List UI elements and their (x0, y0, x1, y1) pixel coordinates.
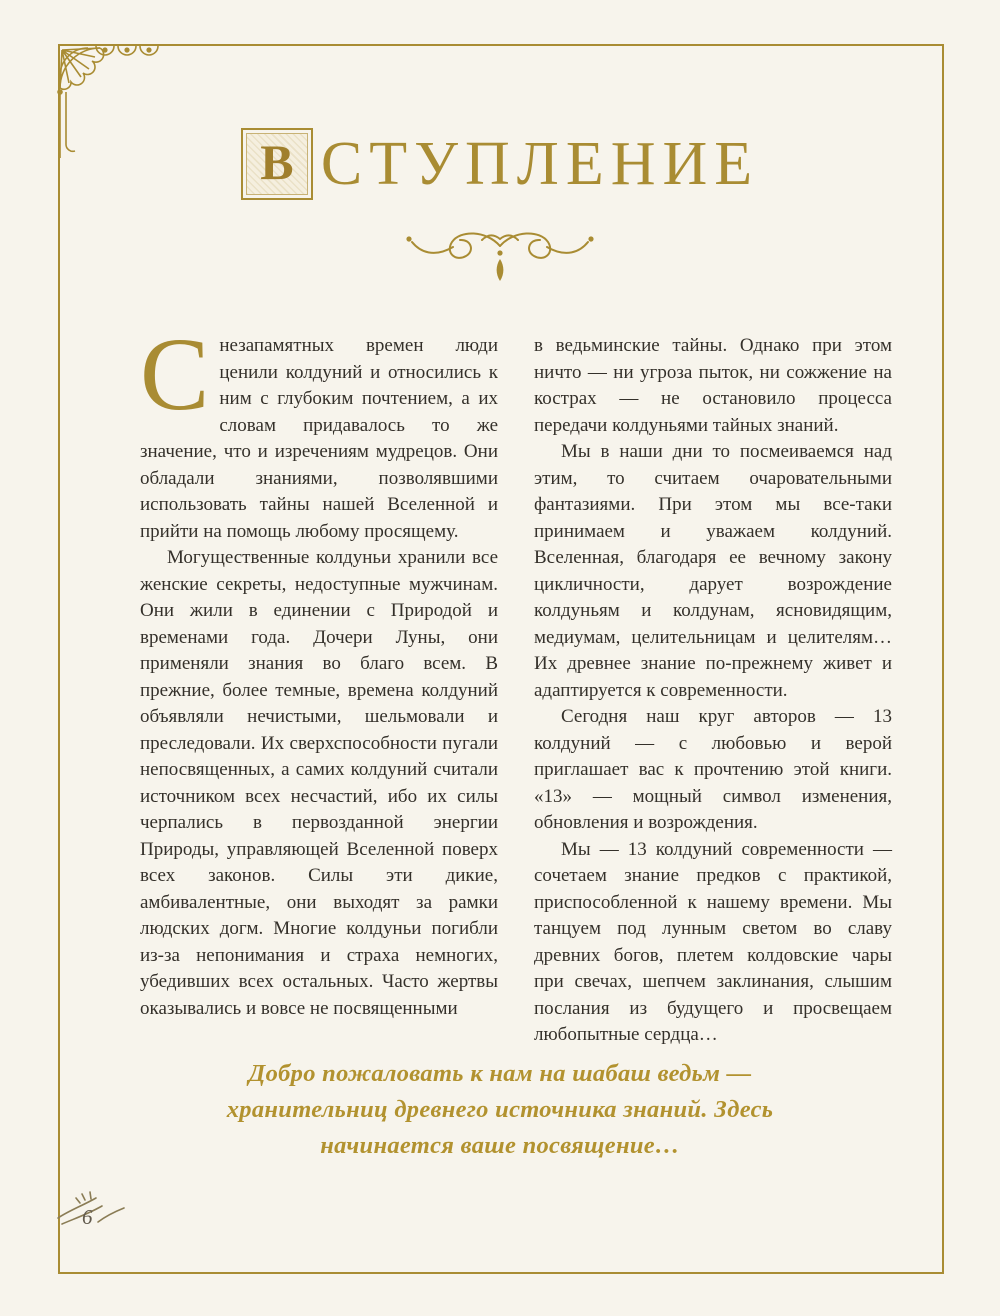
flourish-icon (390, 226, 610, 284)
paragraph: Мы в наши дни то посмеиваемся над этим, то считаем очаровательными фантазиями. При этом мы все-таки принимаем и уважаем колдуний. Вселенная, благодаря ее вечному закону цикличности, дарует возрождение колдуньям и колдунам, ясновидящим, медиумам, целительницам и целителям… Их древнее знание по-прежнему живет и адаптируется к современности. (534, 441, 892, 701)
left-column (140, 317, 498, 1049)
divider-flourish (0, 226, 1000, 284)
paragraph-text: незапамятных времен люди ценили колдуний и относились к ним с глубоким почтением, а их словам придавалось то же значение, что и изречениям мудрецов. Они обладали знаниями, позволявшими использовать тайны нашей Вселенной и прийти на помощь любому просящему. (140, 335, 498, 542)
title-initial-box (241, 128, 313, 200)
drop-cap: С (140, 317, 210, 432)
chapter-title (0, 128, 1000, 200)
paragraph (140, 317, 498, 545)
closing-line: Добро пожаловать к нам на шабаш ведьм — (248, 1060, 752, 1087)
closing-line: начинается ваше посвящение… (320, 1132, 680, 1159)
title-text: СТУПЛЕНИЕ (320, 130, 760, 198)
paragraph: в ведьминские тайны. Однако при этом ничто — ни угроза пыток, ни сожжение на кострах — не остановило процесса передачи колдуньями тайных знаний. (534, 335, 892, 436)
closing-quote (0, 1056, 1000, 1164)
page-number: 6 (82, 1205, 93, 1229)
title-initial-letter: В (260, 134, 294, 190)
page-number-block (52, 1188, 132, 1244)
closing-line: хранительниц древнего источника знаний. Здесь (226, 1096, 774, 1123)
paragraph: Мы — 13 колдуний современности — сочетаем знание предков с практикой, приспособленной к нашему времени. Мы танцуем под лунным светом во славу древних богов, плетем колдовские чары при свечах, шепчем заклинания, слышим послания из будущего и просвещаем любопытные сердца… (534, 838, 892, 1045)
paragraph: Могущественные колдуньи хранили все женские секреты, недоступные мужчинам. Они жили в единении с Природой и временами года. Дочери Луны, они применяли знания во благо всем. В прежние, более темные, времена колдуний объявляли нечистыми, шельмовали и преследовали. Их сверхспособности пугали непосвященных, а самих колдуний считали источником всех несчастий, ибо их силы черпались в первозданной энергии Природы, управляющей Вселенной поверх всех законов. Силы эти дикие, амбивалентные, они выходят за рамки людских догм. Многие колдуньи погибли из-за непонимания и страха немногих, убедивших всех остальных. Часто жертвы оказывались и вовсе не посвященными (140, 547, 498, 1019)
paragraph: Сегодня наш круг авторов — 13 колдуний — с любовью и верой приглашает вас к прочтению этой книги. «13» — мощный символ изменения, обновления и возрождения. (534, 706, 892, 833)
right-column (534, 333, 892, 1049)
text-columns (140, 317, 892, 1049)
